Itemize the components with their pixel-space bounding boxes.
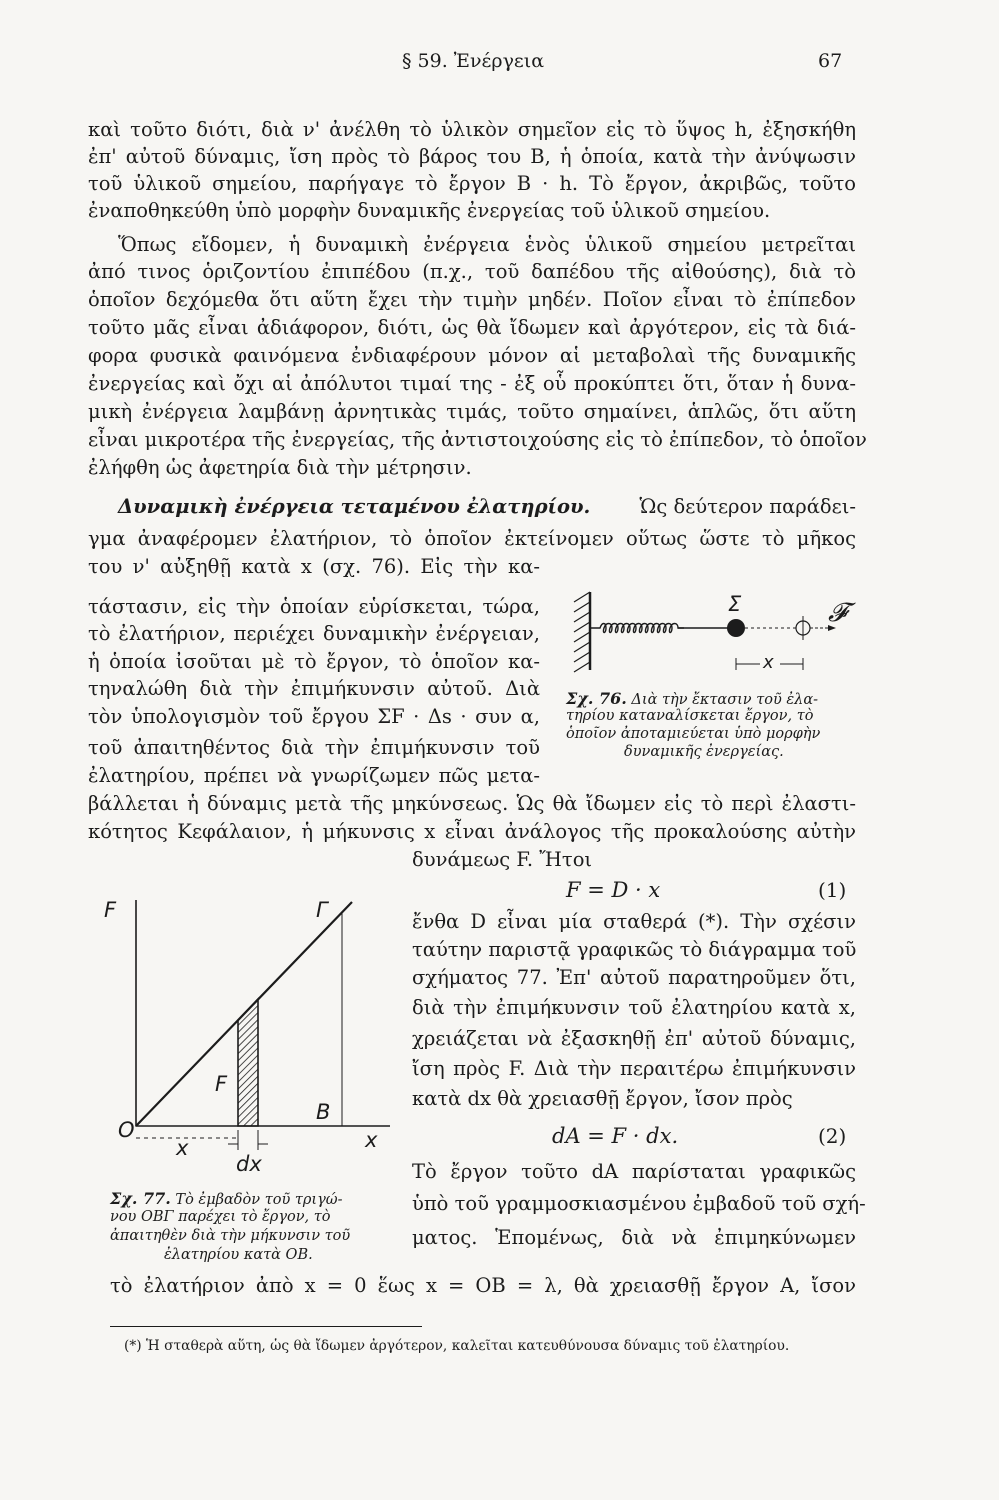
text-line: ὁποῖον δεχόμεθα ὅτι αὕτη ἔχει τὴν τιμὴν μηδέν. Ποῖον εἶναι τὸ ἐπίπεδον xyxy=(88,288,856,311)
text-line: σχήματος 77. Ἐπ' αὐτοῦ παρατηροῦμεν ὅτι, xyxy=(412,966,856,989)
caption-text: τηρίου καταναλίσκεται ἔργον, τὸ xyxy=(566,708,814,724)
text-line: διὰ τὴν ἐπιμήκυνσιν τοῦ ἐλατηρίου κατὰ x, xyxy=(412,996,856,1019)
footnote: (*) Ἡ σταθερὰ αὕτη, ὡς θὰ ἴδωμεν ἀργότερον, καλεῖται κατευθύνουσα δύναμις τοῦ ἐλατηρίου. xyxy=(124,1338,790,1354)
section-heading xyxy=(118,495,590,518)
text-line: τὸν ὑπολογισμὸν τοῦ ἔργου ΣF · Δs · συν α, xyxy=(88,705,540,728)
label-dx: dx xyxy=(236,1152,262,1176)
figure-76-caption xyxy=(566,690,818,709)
text-line: βάλλεται ἡ δύναμις μετὰ τῆς μηκύνσεως. Ὡς θὰ ἴδωμεν εἰς τὸ περὶ ἐλαστι- xyxy=(88,792,856,815)
page-number: 67 xyxy=(818,50,843,72)
text-line: χρειάζεται νὰ ἐξασκηθῇ ἐπ' αὐτοῦ δύναμις, xyxy=(412,1027,856,1050)
text-line: τοῦ ἀπαιτηθέντος διὰ τὴν ἐπιμήκυνσιν τοῦ xyxy=(88,736,540,759)
text-line: τὸ ἐλατήριον, περιέχει δυναμικὴν ἐνέργειαν, xyxy=(88,622,540,645)
text-line: γμα ἀναφέρομεν ἐλατήριον, τὸ ὁποῖον ἐκτείνομεν οὕτως ὥστε τὸ μῆκος xyxy=(88,527,856,550)
text-line: του ν' αὐξηθῇ κατὰ x (σχ. 76). Εἰς τὴν κα- xyxy=(88,555,540,578)
text-line: ταύτην παριστᾷ γραφικῶς τὸ διάγραμμα τοῦ xyxy=(412,938,857,961)
text-line: τοῦ ὑλικοῦ σημείου, παρήγαγε τὸ ἔργον B · h. Τὸ ἔργον, ἀκριβῶς, τοῦτο xyxy=(88,172,856,195)
label-B: B xyxy=(316,1100,331,1124)
text-line: ἐλατηρίου, πρέπει νὰ γνωρίζωμεν πῶς μετα- xyxy=(88,764,540,787)
text-line: τοῦτο μᾶς εἶναι ἀδιάφορον, διότι, ὡς θὰ ἴδωμεν καὶ ἀργότερον, εἰς τὰ διά- xyxy=(88,316,856,339)
text-line: ἐπ' αὐτοῦ δύναμις, ἴση πρὸς τὸ βάρος του B, ἡ ὁποία, κατὰ τὴν ἀνύψωσιν xyxy=(88,145,856,168)
caption-text: Διὰ τὴν ἔκτασιν τοῦ ἐλα- xyxy=(631,692,819,708)
text-line: φορα φυσικὰ φαινόμενα ἐνδιαφέρουν μόνον αἱ μεταβολαὶ τῆς δυναμικῆς xyxy=(88,344,856,367)
text-line: ἴση πρὸς F. Διὰ τὴν περαιτέρω ἐπιμήκυνσιν xyxy=(412,1057,856,1080)
text-line: κότητος Κεφάλαιον, ἡ μήκυνσις x εἶναι ἀνάλογος τῆς προκαλούσης αὐτὴν xyxy=(88,820,856,843)
caption-text: νου ΟΒΓ παρέχει τὸ ἔργον, τὸ xyxy=(110,1209,331,1225)
text-line: τάστασιν, εἰς τὴν ὁποίαν εὑρίσκεται, τώρα, xyxy=(88,595,540,618)
label-x-axis: x xyxy=(365,1128,378,1152)
label-x: x xyxy=(763,652,774,673)
text-line: τὸ ἐλατήριον ἀπὸ x = 0 ἕως x = OB = λ, θὰ χρειασθῇ ἔργον A, ἴσον xyxy=(110,1274,856,1297)
label-gamma: Γ xyxy=(316,898,328,922)
label-x-segment: x xyxy=(176,1136,189,1160)
figure-77 xyxy=(100,880,400,1170)
caption-text: Τὸ ἐμβαδὸν τοῦ τριγώ- xyxy=(175,1192,343,1208)
equation-2-number: (2) xyxy=(818,1124,847,1148)
text-line: τηναλώθη διὰ τὴν ἐπιμήκυνσιν αὐτοῦ. Διὰ xyxy=(88,677,540,700)
text-line: ἔνθα D εἶναι μία σταθερά (*). Τὴν σχέσιν xyxy=(412,910,856,933)
footnote-rule xyxy=(110,1326,422,1327)
text-line: ἐλήφθη ὡς ἀφετηρία διὰ τὴν μέτρησιν. xyxy=(88,456,472,479)
text-line: ἐναποθηκεύθη ὑπὸ μορφὴν δυναμικῆς ἐνεργείας τοῦ ὑλικοῦ σημείου. xyxy=(88,199,771,222)
text-line: ὑπὸ τοῦ γραμμοσκιασμένου ἐμβαδοῦ τοῦ σχή- xyxy=(412,1192,866,1215)
equation-1-number: (1) xyxy=(818,878,847,902)
label-F-axis: F xyxy=(104,898,117,922)
text-line: ματος. Ἑπομένως, διὰ νὰ ἐπιμηκύνωμεν xyxy=(412,1226,856,1249)
label-sigma: Σ xyxy=(728,592,742,616)
heading-text: Δυναμικὴ ἐνέργεια τεταμένου ἐλατηρίου. xyxy=(118,495,591,518)
text-line: εἶναι μικροτέρα τῆς ἐνεργείας, τῆς ἀντιστοιχούσης εἰς τὸ ἐπίπεδον, τὸ ὁποῖον xyxy=(88,428,867,451)
caption-text: ἀπαιτηθὲν διὰ τὴν μήκυνσιν τοῦ xyxy=(110,1228,351,1244)
label-F-mid: F xyxy=(215,1072,228,1096)
text-line: ἡ ὁποία ἰσοῦται μὲ τὸ ἔργον, τὸ ὁποῖον κα- xyxy=(88,650,540,673)
text-line: ἐνεργείας καὶ ὄχι αἱ ἀπόλυτοι τιμαί της - ἐξ οὗ προκύπτει ὅτι, ὅταν ἡ δυνα- xyxy=(88,372,856,395)
label-force: 𝓕 xyxy=(828,598,848,628)
caption-text: ὁποῖον ἀποταμιεύεται ὑπὸ μορφὴν xyxy=(566,726,821,742)
text-line: Τὸ ἔργον τοῦτο dA παρίσταται γραφικῶς xyxy=(412,1160,856,1183)
figure-77-caption xyxy=(110,1190,343,1209)
label-O: O xyxy=(118,1118,135,1142)
text-line: καὶ τοῦτο διότι, διὰ ν' ἀνέλθη τὸ ὑλικὸν σημεῖον εἰς τὸ ὕψος h, ἐξησκήθη xyxy=(88,118,856,141)
text-line: δυνάμεως F. Ἤτοι xyxy=(412,848,593,871)
running-header: § 59. Ἐνέργεια xyxy=(402,50,545,72)
caption-lead: Σχ. 77. xyxy=(110,1189,171,1208)
figure-76 xyxy=(566,588,856,688)
equation-1: F = D · x xyxy=(566,878,661,902)
text-line: Ὡς δεύτερον παράδει- xyxy=(639,495,856,518)
equation-2: dA = F · dx. xyxy=(552,1124,679,1148)
caption-lead: Σχ. 76. xyxy=(566,689,627,708)
text-line: μικὴ ἐνέργεια λαμβάνῃ ἀρνητικὰς τιμάς, τοῦτο σημαίνει, ἁπλῶς, ὅτι αὕτη xyxy=(88,400,856,423)
text-line: Ὅπως εἴδομεν, ἡ δυναμικὴ ἐνέργεια ἑνὸς ὑλικοῦ σημείου μετρεῖται xyxy=(118,233,856,256)
text-line: ἀπό τινος ὁριζοντίου ἐπιπέδου (π.χ., τοῦ δαπέδου τῆς αἰθούσης), διὰ τὸ xyxy=(88,260,856,283)
caption-text: δυναμικῆς ἐνεργείας. xyxy=(624,744,784,760)
text-line: κατὰ dx θὰ χρειασθῇ ἔργον, ἴσον πρὸς xyxy=(412,1087,793,1110)
caption-text: ἐλατηρίου κατὰ ΟΒ. xyxy=(164,1247,313,1263)
